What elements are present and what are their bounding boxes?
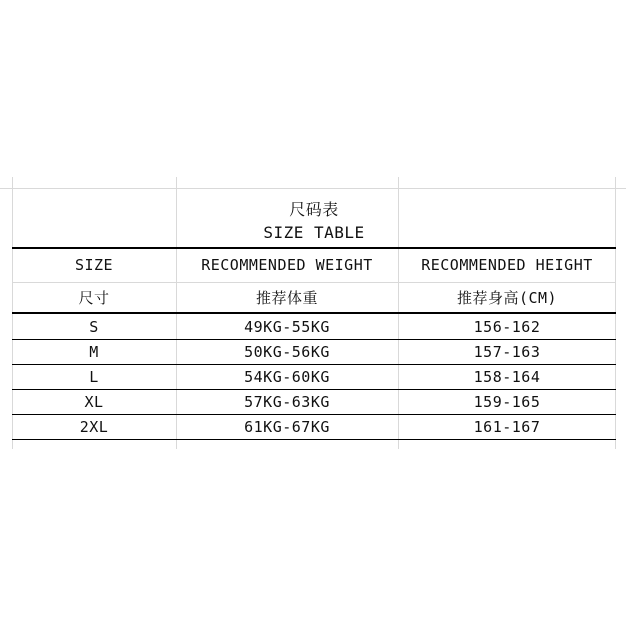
cell-size: XL (84, 393, 104, 411)
cell-height: 156-162 (473, 317, 541, 336)
cell-weight: 54KG-60KG (244, 368, 330, 386)
header-weight-cn: 推荐体重 (255, 288, 318, 307)
cell-weight: 50KG-56KG (244, 343, 330, 361)
rule-line (12, 247, 616, 249)
cell-size: M (89, 343, 99, 361)
cell-weight: 57KG-63KG (244, 393, 330, 411)
cell-height: 159-165 (473, 393, 541, 411)
cell-weight: 61KG-67KG (244, 418, 330, 436)
header-height: RECOMMENDED HEIGHT (421, 256, 593, 274)
cell-height: 157-163 (473, 343, 541, 361)
cell-size: S (89, 317, 99, 336)
rule-line (12, 439, 616, 440)
gridline (0, 188, 626, 189)
title-chinese: 尺码表 (289, 199, 339, 219)
header-size-cn: 尺寸 (78, 288, 110, 307)
cell-height: 161-167 (473, 418, 541, 436)
header-height-cn: 推荐身高(CM) (456, 288, 558, 307)
header-weight: RECOMMENDED WEIGHT (201, 256, 373, 274)
cell-weight: 49KG-55KG (244, 317, 330, 336)
cell-size: L (89, 368, 99, 386)
cell-size: 2XL (79, 418, 109, 436)
header-size: SIZE (74, 256, 114, 274)
title-english: SIZE TABLE (263, 222, 365, 242)
cell-height: 158-164 (473, 368, 541, 386)
